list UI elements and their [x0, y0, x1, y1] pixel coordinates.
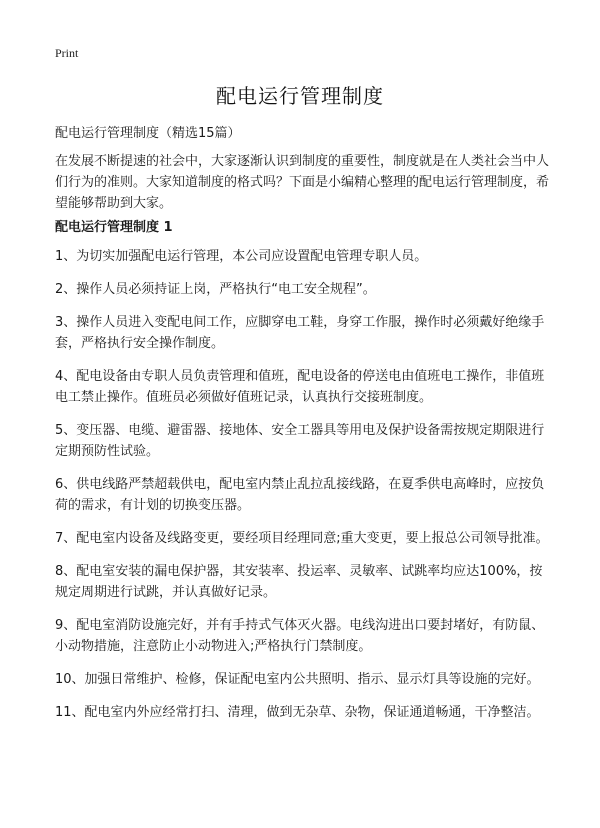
- intro-paragraph: 在发展不断提速的社会中，大家逐渐认识到制度的重要性，制度就是在人类社会当中人们行为的准则。大家知道制度的格式吗？下面是小编精心整理的配电运行管理制度，希望能够帮助到大家。: [55, 154, 550, 211]
- rule-item: 8、配电室安装的漏电保护器，其安装率、投运率、灵敏率、试跳率均应达100%，按规定周期进行试跳，并认真做好记录。: [55, 564, 543, 600]
- rule-item: 11、配电室内外应经常打扫、清理，做到无杂草、杂物，保证通道畅通，干净整洁。: [55, 705, 540, 720]
- document-title: 配电运行管理制度: [216, 84, 384, 108]
- rule-item: 5、变压器、电缆、避雷器、接地体、安全工器具等用电及保护设备需按规定期限进行定期预防性试验。: [55, 423, 545, 459]
- print-label: Print: [55, 46, 79, 60]
- rule-item: 1、为切实加强配电运行管理，本公司应设置配电管理专职人员。: [55, 249, 428, 264]
- rule-item: 9、配电室消防设施完好，并有手持式气体灭火器。电线沟进出口要封堵好，有防鼠、小动物措施，注意防止小动物进入;严格执行门禁制度。: [55, 618, 545, 654]
- rules-list: [55, 246, 555, 735]
- rule-item: 7、配电室内设备及线路变更，要经项目经理同意;重大变更，要上报总公司领导批准。: [55, 531, 549, 546]
- rule-item: 3、操作人员进入变配电间工作，应脚穿电工鞋，身穿工作服，操作时必须戴好绝缘手套，严格执行安全操作制度。: [55, 315, 545, 351]
- rule-item: 4、配电设备由专职人员负责管理和值班，配电设备的停送电由值班电工操作，非值班电工禁止操作。值班员必须做好值班记录，认真执行交接班制度。: [55, 369, 545, 405]
- rule-item: 2、操作人员必须持证上岗，严格执行“电工安全规程”。: [55, 282, 376, 297]
- rule-item: 6、供电线路严禁超载供电，配电室内禁止乱拉乱接线路，在夏季供电高峰时，应按负荷的需求，有计划的切换变压器。: [55, 477, 545, 513]
- document-subtitle: 配电运行管理制度（精选15篇）: [55, 126, 241, 141]
- section-heading: 配电运行管理制度 1: [55, 220, 173, 235]
- rule-item: 10、加强日常维护、检修，保证配电室内公共照明、指示、显示灯具等设施的完好。: [55, 672, 540, 687]
